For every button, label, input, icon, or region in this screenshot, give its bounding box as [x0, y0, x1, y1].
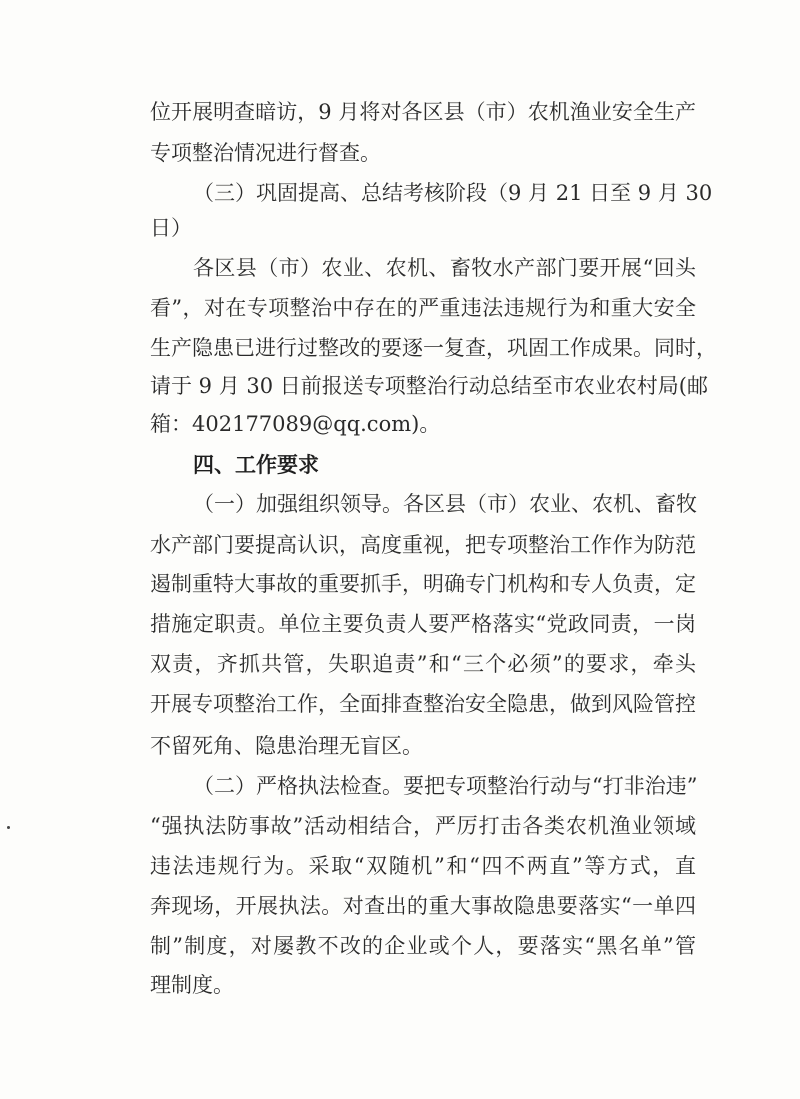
text-line: 制”制度，对屡教不改的企业或个人，要落实“黑名单”管 — [150, 934, 696, 958]
text-line: （一）加强组织领导。各区县（市）农业、农机、畜牧 — [193, 492, 697, 516]
text-line: 水产部门要提高认识，高度重视，把专项整治工作作为防范 — [150, 533, 696, 557]
scan-speck — [7, 826, 10, 829]
text-line: 违法违规行为。采取“双随机”和“四不两直”等方式，直 — [150, 854, 696, 878]
text-line: 措施定职责。单位主要负责人要严格落实“党政同责，一岗 — [150, 612, 696, 636]
text-line: 理制度。 — [150, 973, 234, 997]
text-line: 生产隐患已进行过整改的要逐一复查，巩固工作成果。同时， — [150, 336, 717, 360]
text-line: 位开展明查暗访，9 月将对各区县（市）农机渔业安全生产 — [150, 100, 696, 124]
text-line: 开展专项整治工作，全面排查整治安全隐患，做到风险管控 — [150, 692, 696, 716]
section-heading: 四、工作要求 — [193, 453, 319, 477]
text-line: 双责，齐抓共管，失职追责”和“三个必须”的要求，牵头 — [150, 652, 696, 676]
text-line: 箱：402177089@qq.com)。 — [150, 412, 441, 436]
text-line: 不留死角、隐患治理无盲区。 — [150, 734, 423, 758]
text-line: （三）巩固提高、总结考核阶段（9 月 21 日至 9 月 30 — [193, 181, 713, 205]
text-line: 看”，对在专项整治中存在的严重违法违规行为和重大安全 — [150, 296, 696, 320]
text-line: 日） — [150, 216, 192, 240]
text-line: 请于 9 月 30 日前报送专项整治行动总结至市农业农村局(邮 — [150, 374, 708, 398]
text-line: “强执法防事故”活动相结合，严厉打击各类农机渔业领域 — [150, 814, 696, 838]
text-line: 奔现场，开展执法。对查出的重大事故隐患要落实“一单四 — [150, 894, 696, 918]
text-line: 各区县（市）农业、农机、畜牧水产部门要开展“回头 — [193, 256, 696, 280]
text-line: 遏制重特大事故的重要抓手，明确专门机构和专人负责，定 — [150, 572, 696, 596]
text-line: （二）严格执法检查。要把专项整治行动与“打非治违” — [193, 774, 698, 798]
text-line: 专项整治情况进行督查。 — [150, 141, 381, 165]
